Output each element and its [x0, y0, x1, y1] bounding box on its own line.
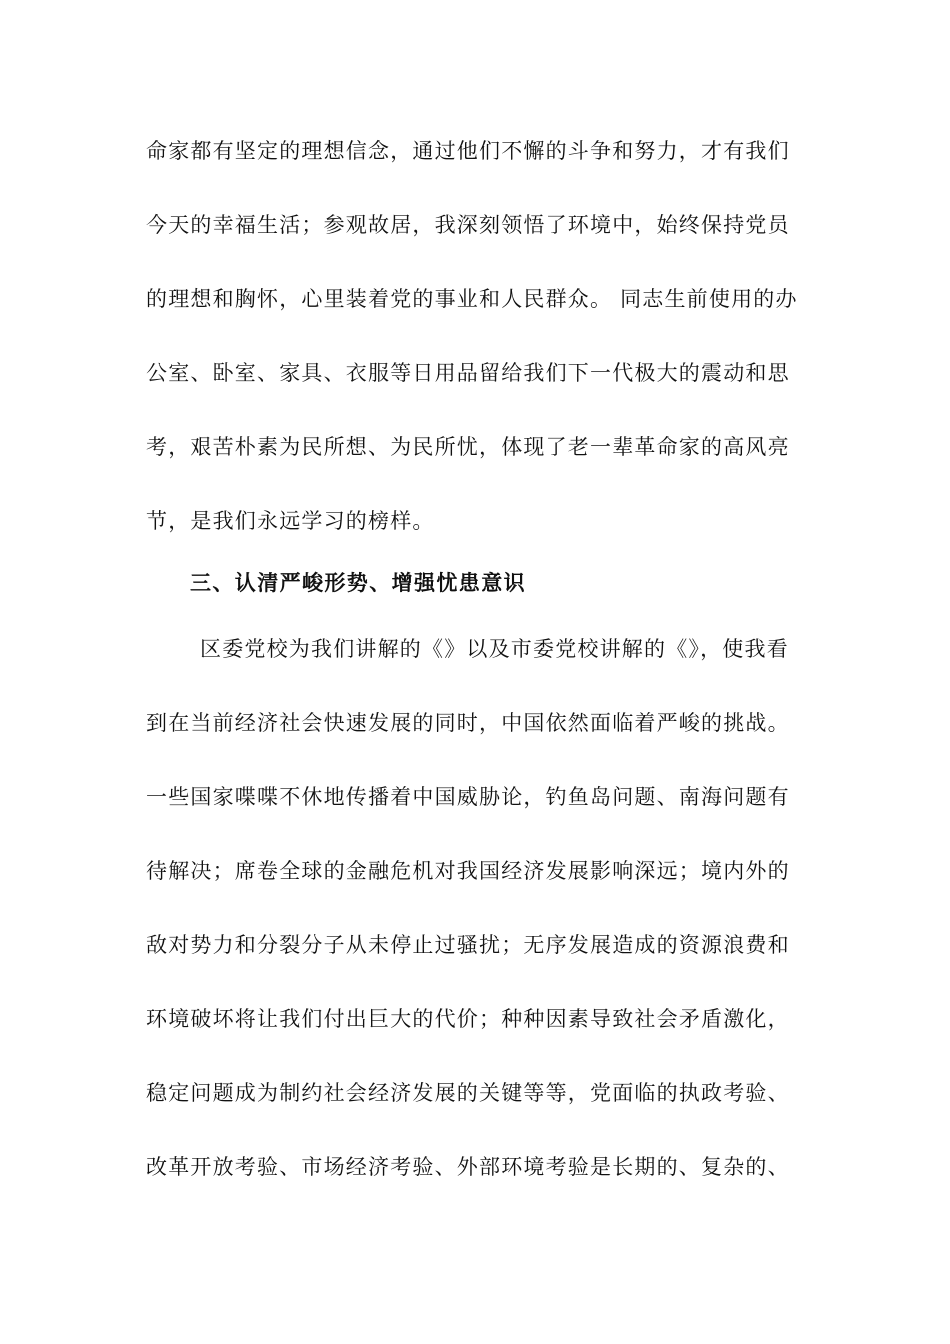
body-text-line: 一些国家喋喋不休地传播着中国威胁论，钓鱼岛问题、南海问题有 — [146, 785, 790, 809]
body-text-line: 到在当前经济社会快速发展的同时，中国依然面临着严峻的挑战。 — [146, 711, 790, 735]
section-heading: 三、认清严峻形势、增强忧患意识 — [190, 571, 526, 595]
body-text-line: 改革开放考验、市场经济考验、外部环境考验是长期的、复杂的、 — [146, 1155, 790, 1179]
paragraph-first-line: 区委党校为我们讲解的《》以及市委党校讲解的《》，使我看 — [200, 637, 789, 661]
body-text-line: 敌对势力和分裂分子从未停止过骚扰；无序发展造成的资源浪费和 — [146, 933, 790, 957]
body-text-line: 公室、卧室、家具、衣服等日用品留给我们下一代极大的震动和思 — [146, 361, 790, 385]
body-text-line: 环境破坏将让我们付出巨大的代价；种种因素导致社会矛盾激化， — [146, 1007, 790, 1031]
body-text-line: 命家都有坚定的理想信念，通过他们不懈的斗争和努力，才有我们 — [146, 139, 790, 163]
body-text-line: 考，艰苦朴素为民所想、为民所忧，体现了老一辈革命家的高风亮 — [146, 435, 790, 459]
body-text-line: 今天的幸福生活；参观故居，我深刻领悟了环境中，始终保持党员 — [146, 213, 790, 237]
body-text-line: 的理想和胸怀，心里装着党的事业和人民群众。 同志生前使用的办 — [146, 287, 798, 311]
body-text-line: 节，是我们永远学习的榜样。 — [146, 509, 435, 533]
body-text-line: 待解决；席卷全球的金融危机对我国经济发展影响深远；境内外的 — [146, 859, 790, 883]
body-text-line: 稳定问题成为制约社会经济发展的关键等等，党面临的执政考验、 — [146, 1081, 790, 1105]
